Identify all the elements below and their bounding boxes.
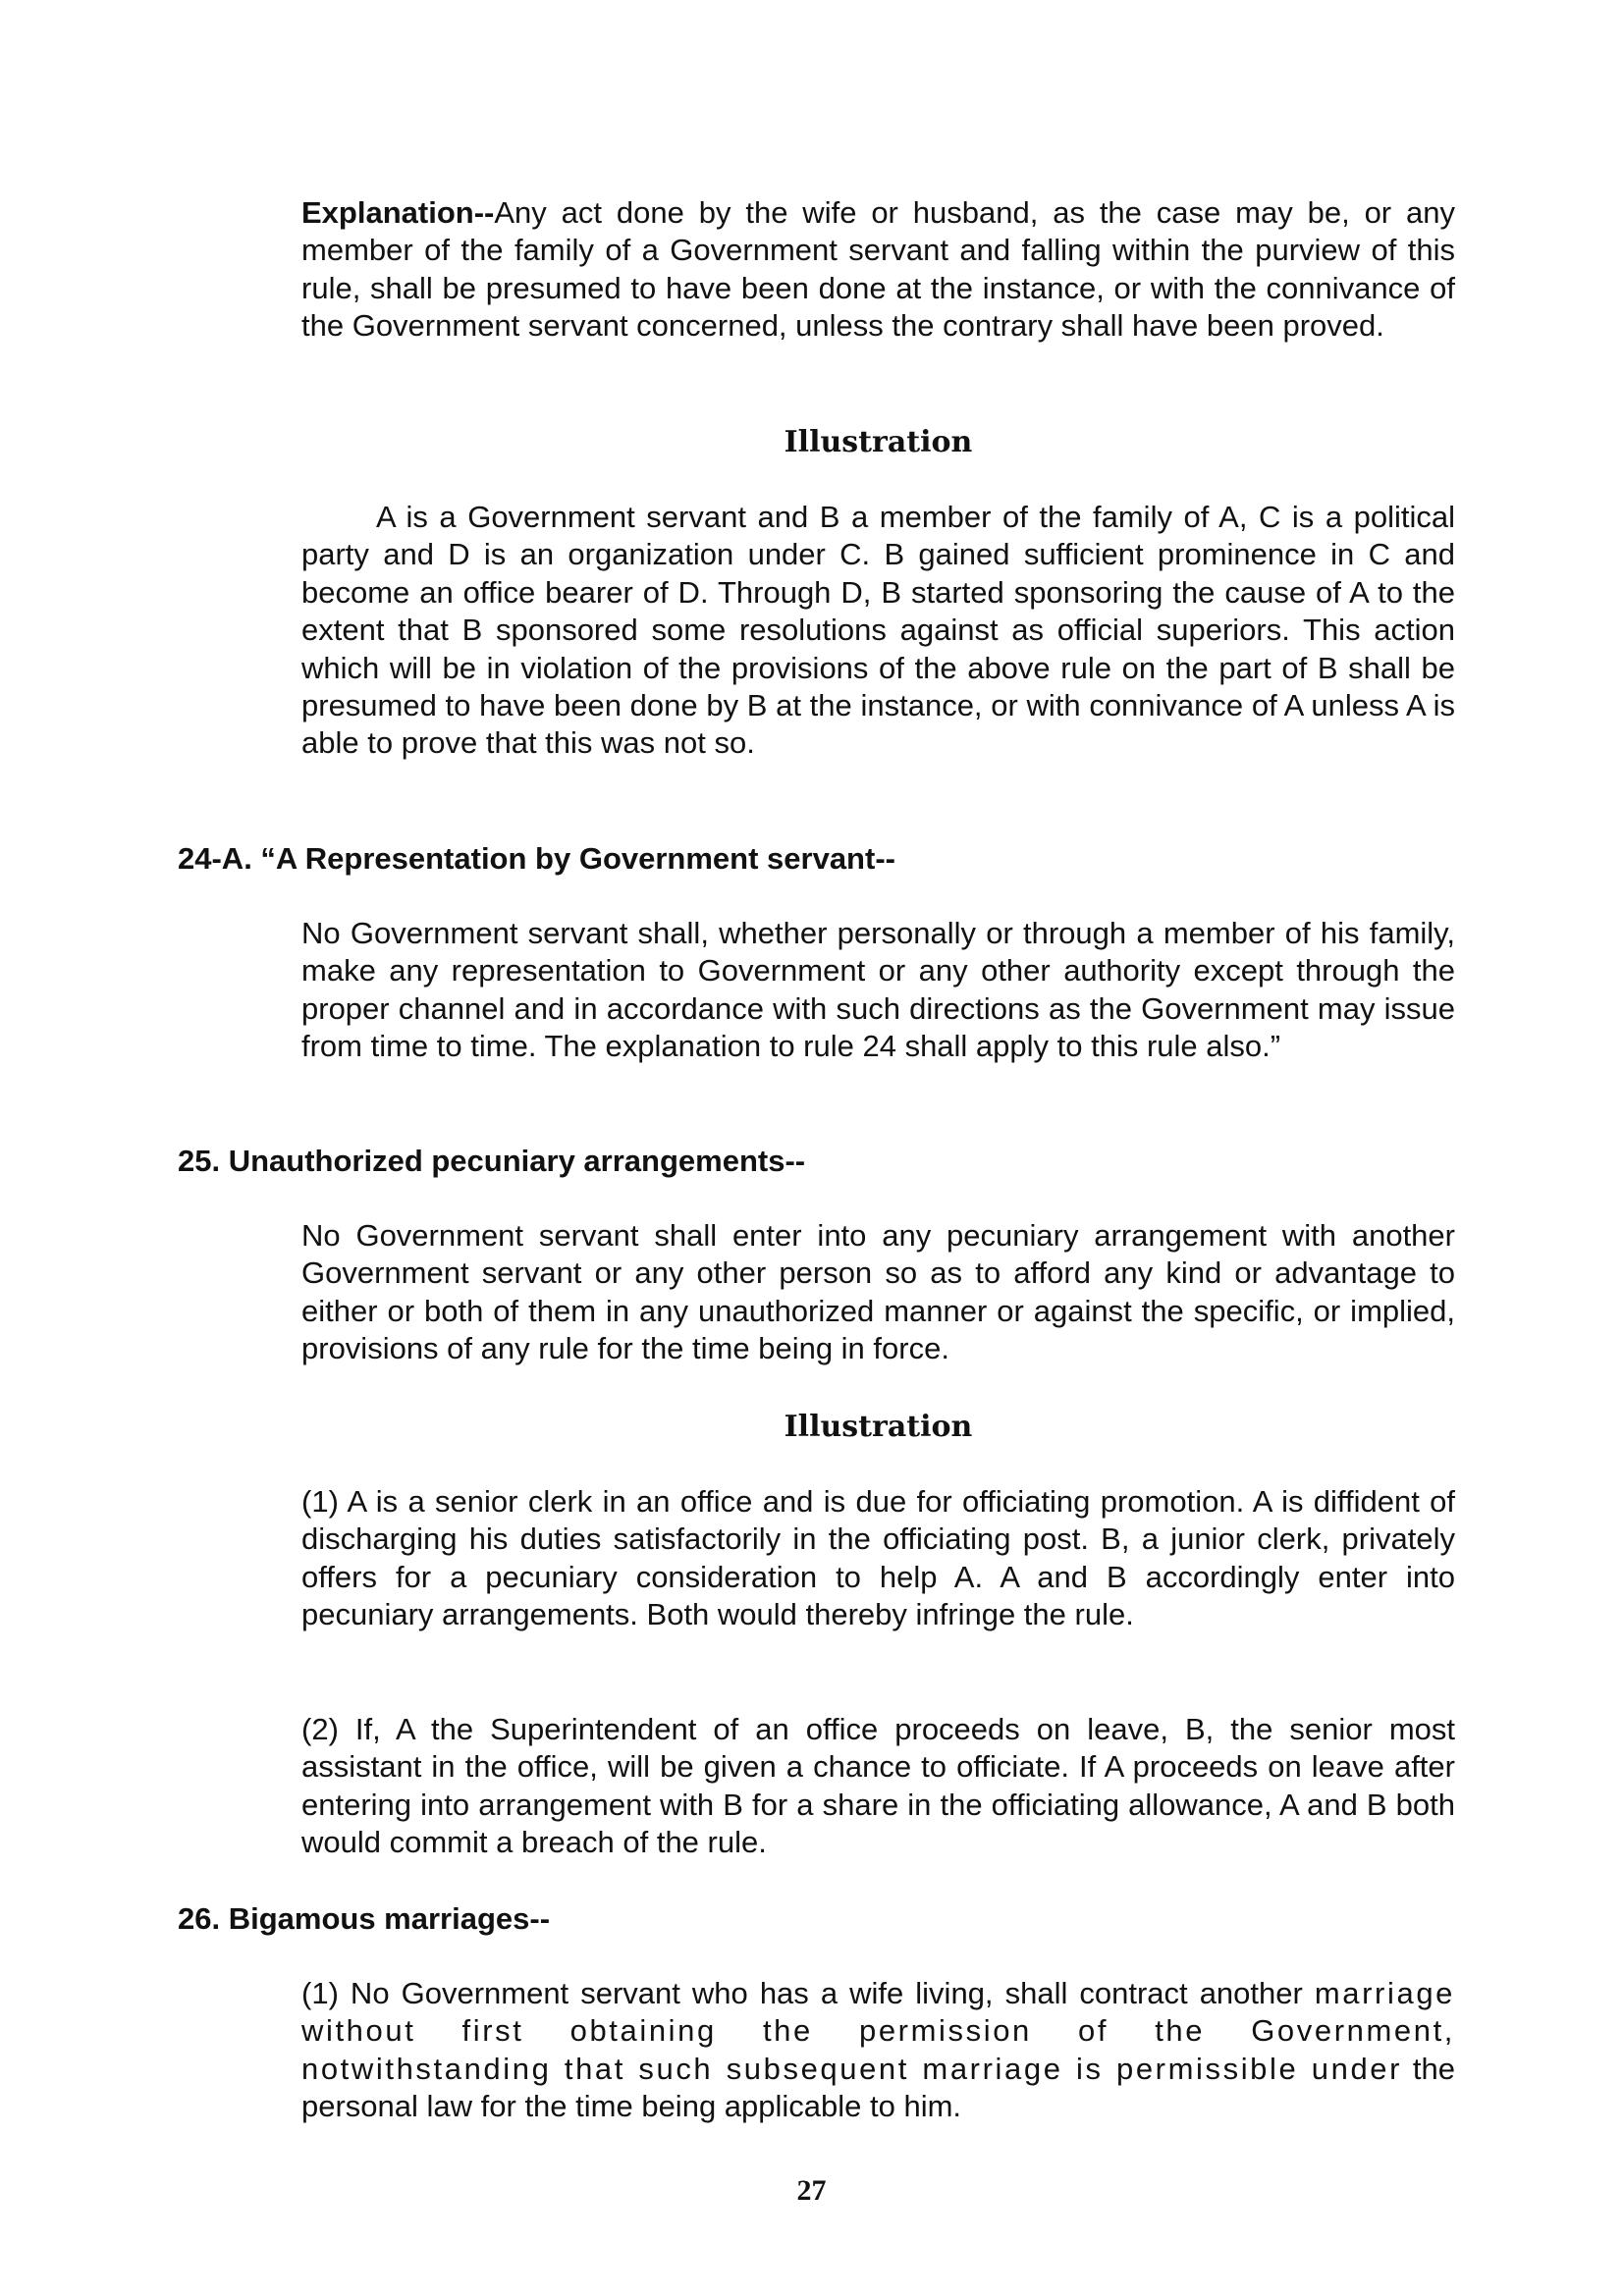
explanation-paragraph [301,194,1455,346]
rule-26-heading: 26. Bigamous marriages-- [178,1901,551,1936]
page-number: 27 [796,2174,827,2207]
rule-26-text-part3: the personal law for the time being applicable to him. [301,2051,1455,2124]
explanation-label: Explanation-- [301,195,495,230]
rule-26-text [301,1975,1455,2126]
illustration-heading-1: Illustration [784,425,973,459]
rule-24a-heading: 24-A. “A Representation by Government servant-- [178,841,895,876]
rule-25-text: No Government servant shall enter into any pecuniary arrangement with another Government servant or any other person so as to afford any kind or advantage to either or both of them in any unauthorized manner or against the specific, or implied, provisions of any rule for the time being in force. [301,1218,1455,1366]
illustration-heading-2: Illustration [784,1410,973,1444]
illustration-1-text: A is a Government servant and B a member of the family of A, C is a political party and D is an organization under C. B gained sufficient prominence in C and become an office bearer of D. Through D, B started sponsoring the cause of A to the extent that B sponsored some resolutions against as official superiors. This action which will be in violation of the provisions of the above rule on the part of B shall be presumed to have been done by B at the instance, or with connivance of A unless A is able to prove that this was not so. [301,500,1455,761]
rule-24a-text: No Government servant shall, whether personally or through a member of his family, make any representation to Government or any other authority except through the proper channel and in accordance with such directions as the Government may issue from time to time. The explanation to rule 24 shall apply to this rule also.” [301,916,1455,1064]
rule-26-text-part1: (1) No Government servant who has a wife living, shall contract another [301,1976,1315,2010]
illustration-2-item-2: (2) If, A the Superintendent of an office proceeds on leave, B, the senior most assistant in the office, will be given a chance to officiate. If A proceeds on leave after entering into arrangement with B for a share in the officiating allowance, A and B both would commit a breach of the rule. [301,1712,1455,1860]
rule-26-text-part2: marriage without first obtaining the permission of the Government, notwithstanding that such subsequent marriage is permissible under [301,1976,1455,2086]
illustration-2-item-1: (1) A is a senior clerk in an office and is due for officiating promotion. A is diffident of discharging his duties satisfactorily in the officiating post. B, a junior clerk, privately offers for a pecuniary consideration to help A. A and B accordingly enter into pecuniary arrangements. Both would thereby infringe the rule. [301,1484,1455,1632]
rule-25-heading: 25. Unauthorized pecuniary arrangements-- [178,1144,806,1178]
explanation-text: Any act done by the wife or husband, as the case may be, or any member of the family of a Government servant and falling within the purview of this rule, shall be presumed to have been done at the instance, or with the connivance of the Government servant concerned, unless the contrary shall have been proved. [301,195,1455,344]
